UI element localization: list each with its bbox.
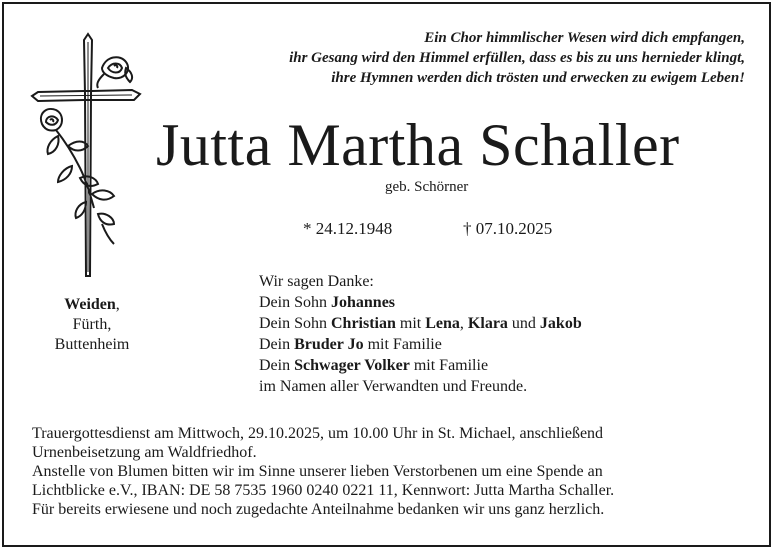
maiden-name: geb. Schörner (385, 179, 469, 195)
footer-line: Für bereits erwiesene und noch zugedachte Anteilnahme bedanken wir uns ganz herzlich. (32, 501, 605, 518)
mourner-line (259, 334, 582, 355)
poem-line: Ein Chor himmlischer Wesen wird dich empfangen, (424, 30, 745, 46)
mourner-text: mit (395, 315, 426, 332)
mourner-name: Bruder Jo (294, 336, 364, 353)
mourner-text: und (507, 315, 540, 332)
footer-line: Anstelle von Blumen bitten wir im Sinne unserer lieben Verstorbenen um eine Spende an (32, 463, 603, 480)
mourner-name: Johannes (331, 294, 396, 311)
mourner-name: Christian (331, 315, 396, 332)
mourner-line (259, 355, 582, 376)
mourner-line (259, 292, 582, 313)
footer-line: Lichtblicke e.V., IBAN: DE 58 7535 1960 0240 0221 11, Kennwort: Jutta Martha Schaller. (32, 482, 615, 499)
poem-line: ihre Hymnen werden dich trösten und erwecken zu ewigem Leben! (331, 70, 745, 86)
funeral-details (32, 424, 614, 519)
mourner-text: Dein Sohn (259, 294, 331, 311)
footer-line: Urnenbeisetzung am Waldfriedhof. (32, 444, 257, 461)
place-line: Fürth, (72, 316, 112, 333)
poem-verse (289, 28, 745, 88)
thanks-intro: Wir sagen Danke: (259, 273, 374, 290)
mourner-name: Klara (467, 315, 508, 332)
mourner-name: Lena (425, 315, 460, 332)
mourner-text: Dein Sohn (259, 315, 331, 332)
mourner-text: Dein (259, 357, 295, 374)
place-line (38, 295, 146, 315)
cross-with-roses-icon (28, 28, 146, 278)
place-main: Weiden (64, 296, 116, 313)
birth-date: * 24.12.1948 (303, 219, 393, 238)
mourner-line: im Namen aller Verwandten und Freunde. (259, 378, 528, 395)
place-comma: , (115, 296, 120, 313)
thanks-block (259, 271, 582, 397)
death-date: † 07.10.2025 (463, 219, 553, 238)
mourner-text: , (459, 315, 468, 332)
mourner-text: mit Familie (409, 357, 489, 374)
place-line: Buttenheim (54, 336, 130, 353)
footer-line: Trauergottesdienst am Mittwoch, 29.10.2025, um 10.00 Uhr in St. Michael, anschließend (32, 425, 604, 442)
places-block (38, 295, 146, 355)
mourner-text: mit Familie (363, 336, 442, 353)
mourner-name: Schwager Volker (294, 357, 410, 374)
mourner-name: Jakob (539, 315, 582, 332)
mourner-text: Dein (259, 336, 295, 353)
mourner-line (259, 313, 582, 334)
poem-line: ihr Gesang wird den Himmel erfüllen, dass es bis zu uns hernieder klingt, (289, 50, 745, 66)
deceased-name: Jutta Martha Schaller (156, 112, 680, 178)
